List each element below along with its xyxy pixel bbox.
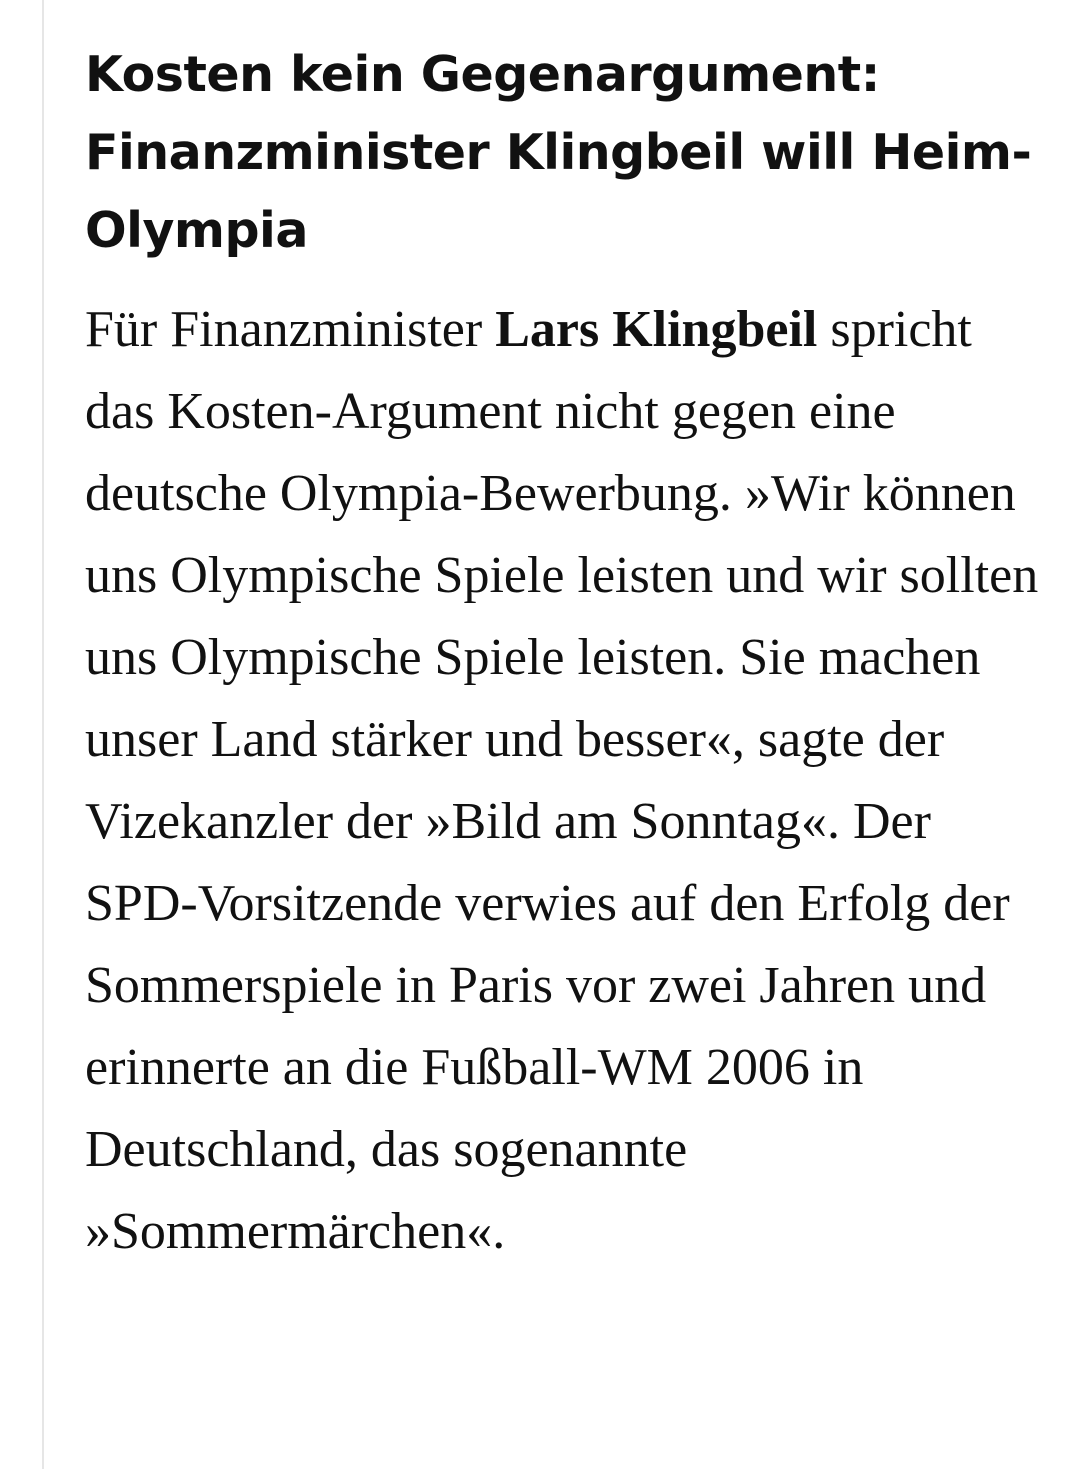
article-paragraph (85, 289, 1045, 1273)
left-border-rule (42, 0, 44, 1469)
article-section (85, 36, 1045, 1273)
paragraph-intro: Für Finanzminister (85, 301, 496, 358)
paragraph-text: spricht das Kosten-Argument nicht gegen eine deutsche Olympia-Bewerbung. »Wir können uns Olympische Spiele leisten und wir sollten uns Olympische Spiele leisten. Sie machen unser Land stärker und besser«, sagte der Vizekanzler der »Bild am Sonntag«. Der SPD-Vorsitzende verwies auf den Erfolg der Sommerspiele in Paris vor zwei Jahren und erinnerte an die Fußball-WM 2006 in Deutschland, das sogenannte »Sommermärchen«. (85, 301, 1039, 1260)
article-headline: Kosten kein Gegenargument: Finanzminister Klingbeil will Heim-Olympia (85, 46, 1032, 259)
person-name: Lars Klingbeil (495, 301, 818, 358)
